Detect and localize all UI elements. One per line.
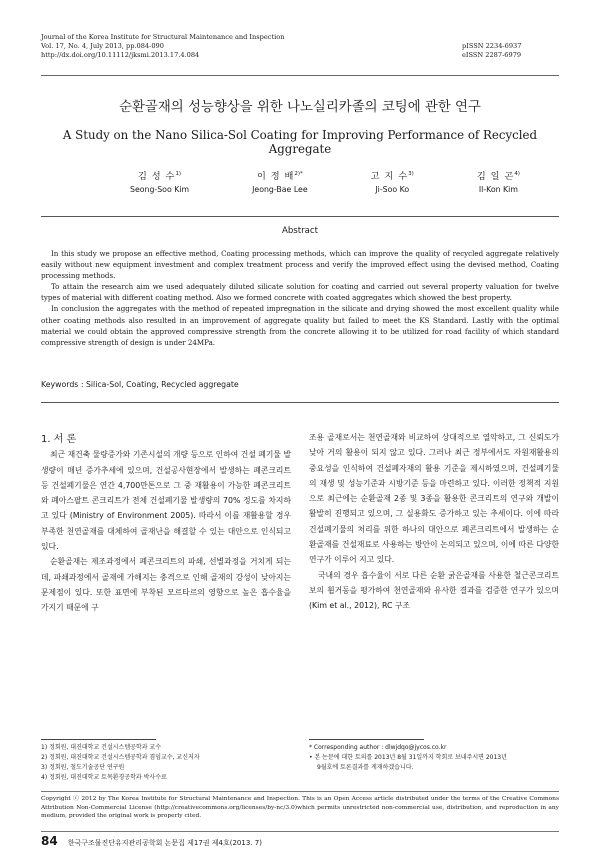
footnote: 2) 정회원, 대진대학교 건설시스템공학과 겸임교수, 교신저자 — [41, 754, 200, 761]
author-4-name-en: Il-Kon Kim — [478, 185, 518, 194]
footnote: 3) 정회원, 철도기술공단 연구원 — [41, 764, 125, 771]
abstract-paragraph-3: In conclusion the aggregates with the method of repeated impregnation in the silicate and drying showed the most excellent quality while other coating methods also resulted in an improvement of aggregate quality but failed to meet the KS Standard. Lastly with the optimal material we could obtain the approved compressive strength from the concrete allowing it to be utilized for road facility of which standard compressive strength of design is under 24MPa. — [41, 304, 559, 347]
abstract-heading: Abstract — [281, 226, 319, 236]
author-1-affil: 1) — [175, 170, 182, 177]
body-paragraph: 조용 골재로서는 천연골재와 비교하여 상대적으로 열악하고, 그 신뢰도가 낮아 거의 활용이 되지 않고 있다. 그러나 최근 정부에서도 자원재활용의 중요성을 인식하여 건설폐자재의 활용 기준을 제시하였으며, 건설폐기물의 재생 및 성능기준과 시방기준 등을 마련하고 있다. 이러한 정책적 지원으로 최근에는 순환골재 2종 및 3종을 활용한 콘크리트의 연구와 개발이 활발히 진행되고 있으며, 그 실용화도 증가하고 있는 추세이다. 이에 따라 건설폐기물의 처리를 위한 하나의 대안으로 폐콘크리트에서 발생하는 순환골재를 건설재료로 사용하는 방안이 논의되고 있으며, 이에 따른 다양한 연구가 이루어 지고 있다. — [309, 433, 559, 565]
page-number: 84 — [41, 834, 58, 848]
body-column-left — [41, 432, 291, 616]
footnote-corresponding: * Corresponding author : dlwjdqo@jycos.co.kr — [309, 744, 447, 751]
author-2-name-ko: 이 정 배 — [256, 171, 295, 182]
abstract-top-rule — [41, 216, 559, 217]
author-list — [130, 168, 520, 194]
keywords: Keywords : Silica-Sol, Coating, Recycled aggregate — [41, 380, 239, 389]
section-heading-intro: 1. 서 론 — [41, 434, 77, 445]
body-column-right — [309, 430, 559, 614]
author-4-name-ko: 김 일 곤 — [476, 171, 515, 182]
footnote-rule-right — [309, 739, 424, 740]
body-paragraph: 국내의 경우 흡수율이 서로 다른 순환 굵은골재를 사용한 철근콘크리트 보의 휨거동을 평가하여 천연골재와 유사한 결과를 검증한 연구가 있으며 (Kim et al., 2012), RC 구조 — [309, 570, 559, 611]
page-footer — [41, 834, 262, 848]
issn-block — [462, 42, 557, 60]
journal-header — [41, 33, 401, 60]
abstract-paragraph-1: In this study we propose an effective method, Coating processing methods, which can improve the quality of recycled aggregate relatively easily without new equipment investment and complex treatment process and verify the improved effect using the devised method, Coating processing methods. — [41, 249, 559, 281]
abstract-bottom-rule — [41, 402, 559, 403]
author-2-affil: 2)* — [294, 170, 303, 177]
eissn: eISSN 2287-6979 — [462, 51, 522, 59]
author-4 — [477, 168, 520, 194]
journal-name: Journal of the Korea Institute for Structural Maintenance and Inspection — [41, 33, 285, 41]
footnote: 9월호에 토론결과를 게재하겠습니다. — [317, 764, 414, 771]
abstract-paragraph-2: To attain the research aim we used adequately diluted silicate solution for coating and carried out several property valuation for twelve types of material with different coating method. Also we formed concrete with coated aggregates which showed the best property. — [41, 282, 559, 303]
pissn: pISSN 2234-6937 — [462, 42, 522, 50]
author-4-affil: 4) — [514, 170, 520, 177]
header-divider — [41, 75, 559, 76]
abstract-body — [41, 248, 559, 348]
title-korean: 순환골재의 성능향상을 위한 나노실리카졸의 코팅에 관한 연구 — [119, 100, 481, 115]
author-2-name-en: Jeong-Bae Lee — [252, 185, 308, 194]
footnote-rule-left — [41, 739, 156, 740]
author-1-name-en: Seong-Soo Kim — [130, 185, 190, 194]
author-1-name-ko: 김 성 수 — [137, 171, 176, 182]
body-paragraph: 순환골재는 제조과정에서 폐콘크리트의 파쇄, 선별과정을 거치게 되는데, 파쇄과정에서 골재에 가해지는 충격으로 인해 골재의 강성이 낮아지는 문제점이 있다. 또한 표면에 부착된 모르타르의 영향으로 높은 흡수율을 가지기 때문에 구 — [41, 557, 291, 613]
author-3 — [371, 168, 414, 194]
body-paragraph: 최근 재건축 물량증가와 기존시설의 개량 등으로 인하여 건설 폐기물 발생량이 매년 증가추세에 있으며, 건설공사현장에서 발생하는 폐콘크리트 등 건설폐기물은 연간 4,700만톤으로 그 중 재활용이 가능한 폐콘크리트와 폐아스팔트 콘크리트가 전체 건설폐기물 발생량의 70% 정도를 차지하고 있다 (Ministry of Environment 2005). 따라서 이를 재활용할 경우 부족한 천연골재를 대체하여 골재난을 해결할 수 있는 대안으로 인식되고 있다. — [41, 450, 291, 552]
copyright-notice: Copyright ⓒ 2012 by The Korea Institute for Structural Maintenance and Inspection. This is an Open Access article distributed under the terms of the Creative Commons Attribution Non-Commercial License (http://creativecommons.org/licenses/by-nc/3.0)which permits unrestricted non-commercial use, distribution, and reproduction in any medium, provided the original work is properly cited. — [41, 796, 559, 820]
author-1 — [130, 168, 189, 194]
footnotes-correspondence — [309, 743, 559, 773]
author-2 — [252, 168, 308, 194]
author-3-name-en: Ji-Soo Ko — [375, 185, 410, 194]
footnote: 1) 정회원, 대진대학교 건설시스템공학과 교수 — [41, 744, 162, 751]
footnote: 4) 정회원, 대진대학교 토목환경공학과 박사수료 — [41, 774, 167, 781]
volume-info: Vol. 17, No. 4, July 2013, pp.084-090 — [41, 42, 164, 50]
journal-footer-title: 한국구조물진단유지관리공학회 논문집 제17권 제4호(2013. 7) — [67, 839, 262, 847]
author-3-name-ko: 고 지 수 — [370, 171, 409, 182]
footnote: • 본 논문에 대한 토의를 2013년 8월 31일까지 학회로 보내주시면 2013년 — [309, 754, 507, 761]
doi-link[interactable]: http://dx.doi.org/10.11112/jksmi.2013.17.4.084 — [41, 51, 200, 59]
author-3-affil: 3) — [408, 170, 414, 177]
footnotes-affiliations — [41, 743, 291, 783]
title-english: A Study on the Nano Silica-Sol Coating for Improving Performance of Recycled Aggregate — [62, 128, 538, 156]
copyright-rule — [41, 791, 559, 792]
footer-rule — [41, 831, 559, 832]
